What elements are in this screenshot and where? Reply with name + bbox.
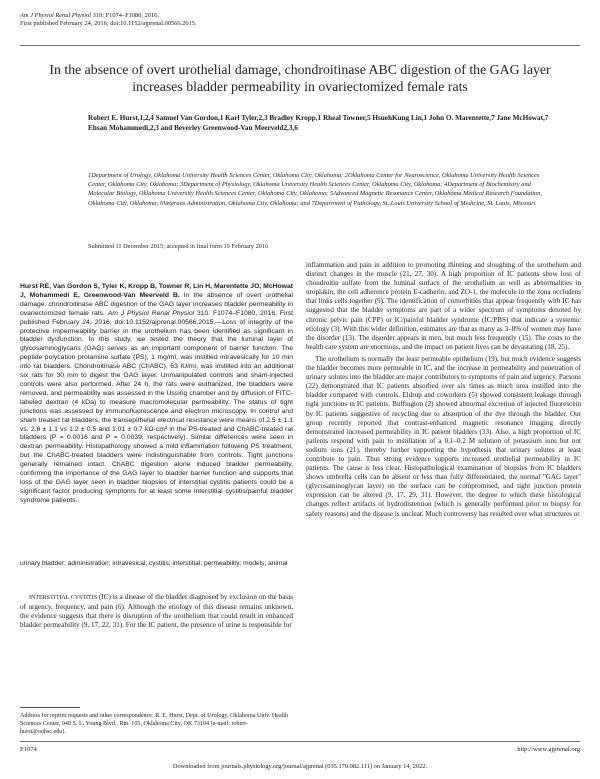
footnote-rule (20, 707, 80, 708)
page-number: F1074 (20, 746, 37, 753)
footer-rule (20, 741, 580, 742)
download-notice: Downloaded from journals.physiology.org/journal/ajprenal (035.170.082.111) on January 14, 2022. (172, 763, 428, 770)
abstract-citation-authors: Hurst RE, Van Gordon S, Tyler K, Kropp B, Towner R, Lin H, Marentette JO, McHowat J, Mohammedi E, Greenwood-Van Meerveld B. (20, 283, 293, 299)
body-right-column (306, 261, 581, 519)
journal-website: http://www.ajprenal.org (517, 746, 580, 753)
journal-name: Am J Physiol Renal Physiol (20, 12, 91, 19)
abstract-citation-journal: Am J Physiol Renal Physiol (107, 309, 195, 317)
intro-text: (IC) is a disease of the bladder diagnosed by exclusion on the basis of urgency, frequency, and pain (6). Although the etiology of this disease remains unknown, the evidence suggests that there is disruption of the urothelium that could result in enhanced bladder permeability (9, 17, 22, 31). For the IC patient, the presence of urine is responsible for (20, 593, 294, 630)
intro-lead: INTERSTITIAL CYSTITIS (29, 595, 98, 601)
right-paragraph: inflammation and pain in addition to promoting thinning and sloughing of the urothelium and distinct changes in the muscle (21, 27, 30). A high proportion of IC patients show loss of chondroitin sulfate from the luminal surface of the urothelium as well as abnormalities in uroplakin, the cell adherence protein E-cadherin, and ZO-1, the molecule in the zona occludens that links cells together (9). The identification of comorbities that appear frequently with IC has suggested that the bladder symptoms are part of a wider spectrum of symptoms denoted by chronic pelvic pain (CPP) or IC/painful bladder syndrome (IC/PBS) that indicate a systemic etiology (3). With this wider definition, estimates are that as many as 3–8% of women may have the disorder (13). The disorder appears in men, but much less frequently (15). The costs to the health care system are enormous, and the impact on patient lives can be devastating (18, 25). (306, 261, 581, 351)
right-paragraph: The urothelium is normally the least permeable epithelium (19), but much evidence suggests the bladder becomes more permeable in IC, and the increase in permeability and penetration of urinary solutes into the bladder are major contributors to symptoms of pain and urgency. Parsons (22) demonstrated that IC patients absorbed over six times as much urea instilled into the bladder compared with controls. Eldrup and coworkers (5) showed consistent leakage through tight junctions in IC patients. Buffington (2) showed abnormal excretion of injected fluorescein by IC patients suggestive of recycling due to absorption of the dye through the bladder. Our group recently reported that contrast-enhanced magnetic resonance imaging directly demonstrated increased permeability in IC patient bladders (33). Also, a high proportion of IC patients respond with pain to instillation of a 0.1–0.2 M solution of potassium ions but not sodium ions (21), thereby further supporting the hypothesis that urinary solutes at least contribute to pain. Thus strong evidence supports increased urothelial permeability in IC patients. The cause is less clear. Histopathological examination of biopsies from IC bladders shows umbrella cells can be absent or less than fully differentiated, the normal "GAG layer" (glycosaminoglycan layer) on the surface can be compromised, and tight junction protein expression can be altered (9, 17, 29, 31). However, the degree to which these histological changes reflect artifacts of hydrodistention (which is generally performed prior to biopsy for safety reasons) and the disease is unclear. Much controversy has resulted over what structures or (306, 354, 581, 518)
publication-info: First published February 24, 2016; doi:10.1152/ajprenal.00566.2015. (20, 20, 197, 27)
submission-dates: Submitted 11 December 2015; accepted in final form 19 February 2016 (88, 243, 269, 250)
abstract-citation-title: In the absence of overt urothelial damage, chondroitinase ABC digestion of the GAG layer increases bladder permeability in ovariectomized female rats. (20, 291, 293, 317)
affiliations: 1Department of Urology, Oklahoma University Health Sciences Center, Oklahoma City, Oklahoma; 2Oklahoma Center for Neuroscience, Oklahoma University Health Sciences Center, Oklahoma City, Oklahoma; 3Department of Physiology, Oklahoma University Health Sciences Center, Oklahoma City, Oklahoma; 4Department of Biochemistry and Molecular Biology, Oklahoma University Health Sciences Center, Oklahoma City, Oklahoma; 5Advanced Magnetic Resonance Center, Oklahoma Medical Research Foundation, Oklahoma City, Oklahoma; 6Veterans Administration, Oklahoma City, Oklahoma; and 7Department of Pathology, St. Louis University School of Medicine, St. Louis, Missouri (88, 172, 543, 207)
journal-citation: 310: F1074–F1080, 2016. (92, 12, 160, 19)
abstract-citation-rest: 310: F1074–F1080, 2016. First published February 24, 2016; doi:10.1152/ajprenal.00566.2015.— (20, 309, 294, 326)
running-header (20, 12, 197, 28)
intro-paragraph (20, 593, 293, 630)
author-list: Robert E. Hurst,1,2,4 Samuel Van Gordon,1 Karl Tyler,2,3 Bradley Kropp,1 Rheal Towner,5 HsuehKung Lin,1 John O. Marentette,7 Jane McHowat,7 Ehsan Mohammedi,2,3 and Beverley Greenwood-Van Meerveld2,3,6 (88, 114, 549, 132)
article-title: In the absence of overt urothelial damage, chondroitinase ABC digestion of the GAG layer increases bladder permeability in ovariectomized female rats (49, 62, 551, 94)
abstract (20, 283, 293, 506)
abstract-body: Loss of integrity of the protective impermeability barrier in the urothelium has been identified as significant in bladder dysfunction. In this study, we tested the theory that the luminal layer of glycosaminoglycans (GAG) serves as an important component of barrier function. The peptide polycation protamine sulfate (PS), 1 mg/ml, was instilled intravesically for 10 min into rat bladders. Chondroitinase ABC (ChABC), 63 IU/ml, was instilled into an additional six rats for 30 min to digest the GAG layer. Unmanipulated controls and sham-injected controls were also performed. After 24 h, the rats were euthanized, the bladders were removed, and permeability was assessed in the Ussing chamber and by diffusion of FITC-labeled dextran (4 kDa) to measure macromolecular permeability. The status of tight junctions was assessed by immunofluorescence and electron microscopy. In control and sham treated rat bladders, the transepithelial electrical resistance were means of 2.5 ± 1.1 vs. 2.6 ± 1.1 vs 1.2 ± 0.5 and 1.01 ± 0.7 kΩ·cm² in the PS-treated and ChABC-treated rat bladders (P = 0.0016 and P = 0.0039, respectively). Similar differences were seen in dextran permeability. Histopathology showed a mild inflammation following PS treatment, but the ChABC-treated bladders were indistinguishable from controls. Tight junctions generally remained intact. ChABC digestion alone induced bladder permeability, confirming the importance of the GAG layer to bladder barrier function and supports that loss of the GAG layer seen in bladder biopsies of interstitial cystitis patients could be a significant factor producing symptoms for at least some interstitial cystitis/painful bladder syndrome patients. (20, 318, 294, 504)
correspondence-note: Address for reprint requests and other correspondence: R. E. Hurst, Dept. of Urology, Oklahoma Univ. Health Sciences Center, 940 S. L. Young Blvd., Rm. 105, Oklahoma City, OK 73104 (e-mail: robert-hurst@ouhsc.edu). (20, 713, 289, 736)
header-rule (20, 45, 580, 46)
keywords: urinary bladder; administration; intravesical; cystitis; interstitial; permeability; models; animal (20, 560, 288, 567)
